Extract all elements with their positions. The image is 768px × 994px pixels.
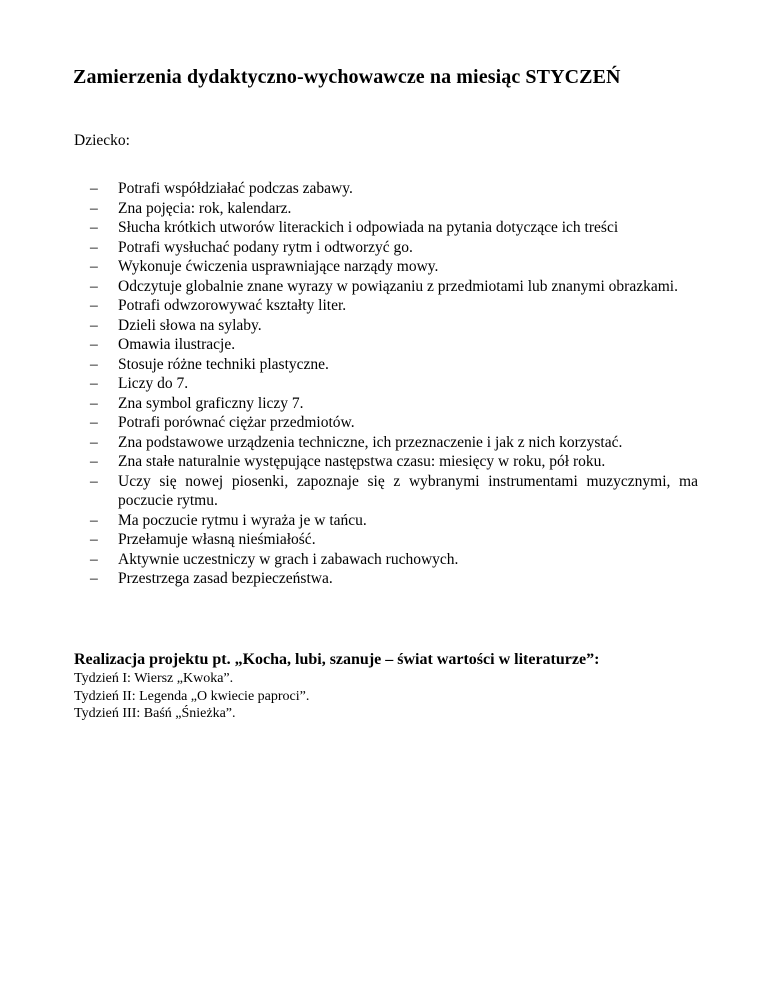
bullet-dash: –: [90, 180, 98, 197]
goal-text: Zna podstawowe urządzenia techniczne, ich przeznaczenie i jak z nich korzystać.: [118, 433, 623, 451]
goal-item: [90, 296, 698, 316]
intro-text: Dziecko:: [74, 132, 130, 149]
goal-text: Liczy do 7.: [118, 375, 189, 392]
goal-text: Omawia ilustracje.: [118, 336, 236, 353]
week-item: Tydzień III: Baśń „Śnieżka”.: [74, 706, 236, 721]
bullet-dash: –: [90, 219, 98, 236]
goal-text: Potrafi wysłuchać podany rytm i odtworzyć go.: [118, 238, 413, 256]
goal-text: Potrafi odwzorowywać kształty liter.: [118, 297, 347, 314]
goal-text: Ma poczucie rytmu i wyraża je w tańcu.: [118, 511, 367, 529]
goal-item: [90, 511, 698, 531]
goal-item: [90, 472, 698, 511]
goal-text: Przełamuje własną nieśmiałość.: [118, 531, 316, 548]
goal-item: [90, 355, 698, 375]
bullet-dash: –: [90, 336, 98, 353]
goal-item: [90, 569, 698, 589]
goal-text: Stosuje różne techniki plastyczne.: [118, 355, 329, 373]
goals-list: [90, 179, 698, 589]
goal-item: [90, 433, 698, 453]
goal-item: [90, 413, 698, 433]
goal-text: Dzieli słowa na sylaby.: [118, 316, 262, 334]
goal-item: [90, 394, 698, 414]
goal-text: Zna stałe naturalnie występujące następstwa czasu: miesięcy w roku, pół roku.: [118, 453, 606, 470]
bullet-dash: –: [90, 277, 98, 295]
bullet-dash: –: [90, 316, 98, 334]
goal-item: [90, 550, 698, 570]
bullet-dash: –: [90, 433, 98, 451]
goal-item: [90, 335, 698, 355]
bullet-dash: –: [90, 531, 98, 548]
weeks-list: [74, 670, 309, 723]
goal-item: [90, 277, 698, 297]
project-heading: Realizacja projektu pt. „Kocha, lubi, szanuje – świat wartości w literaturze”:: [74, 651, 600, 668]
goal-item: [90, 374, 698, 394]
goal-item: [90, 199, 698, 219]
bullet-dash: –: [90, 414, 98, 431]
goal-text: Potrafi porównać ciężar przedmiotów.: [118, 414, 355, 431]
bullet-dash: –: [90, 511, 98, 529]
goal-text: Odczytuje globalnie znane wyrazy w powiązaniu z przedmiotami lub znanymi obrazkami.: [118, 277, 678, 295]
document-title: Zamierzenia dydaktyczno-wychowawcze na miesiąc STYCZEŃ: [73, 66, 621, 88]
goal-text: Przestrzega zasad bezpieczeństwa.: [118, 570, 333, 587]
goal-text: Zna symbol graficzny liczy 7.: [118, 394, 304, 412]
bullet-dash: –: [90, 375, 98, 392]
bullet-dash: –: [90, 570, 98, 587]
goal-item: [90, 238, 698, 258]
bullet-dash: –: [90, 238, 98, 256]
goal-text: Zna pojęcia: rok, kalendarz.: [118, 199, 292, 217]
goal-text: Wykonuje ćwiczenia usprawniające narządy mowy.: [118, 258, 439, 275]
bullet-dash: –: [90, 453, 98, 470]
bullet-dash: –: [90, 297, 98, 314]
goal-text: Potrafi współdziałać podczas zabawy.: [118, 180, 353, 197]
bullet-dash: –: [90, 199, 98, 217]
bullet-dash: –: [90, 258, 98, 275]
bullet-dash: –: [90, 550, 98, 568]
goal-text: Aktywnie uczestniczy w grach i zabawach ruchowych.: [118, 550, 459, 568]
goal-text: Słucha krótkich utworów literackich i odpowiada na pytania dotyczące ich treści: [118, 219, 619, 236]
week-item: Tydzień I: Wiersz „Kwoka”.: [74, 671, 234, 686]
bullet-dash: –: [90, 355, 98, 373]
goal-item: [90, 530, 698, 550]
bullet-dash: –: [90, 394, 98, 412]
week-item: Tydzień II: Legenda „O kwiecie paproci”.: [74, 688, 310, 704]
bullet-dash: –: [90, 472, 98, 490]
goal-item: [90, 316, 698, 336]
goal-item: [90, 179, 698, 199]
goal-item: [90, 452, 698, 472]
goal-text: Uczy się nowej piosenki, zapoznaje się z wybranymi instrumentami muzycznymi, ma poczucie rytmu.: [118, 472, 698, 509]
goal-item: [90, 257, 698, 277]
goal-item: [90, 218, 698, 238]
